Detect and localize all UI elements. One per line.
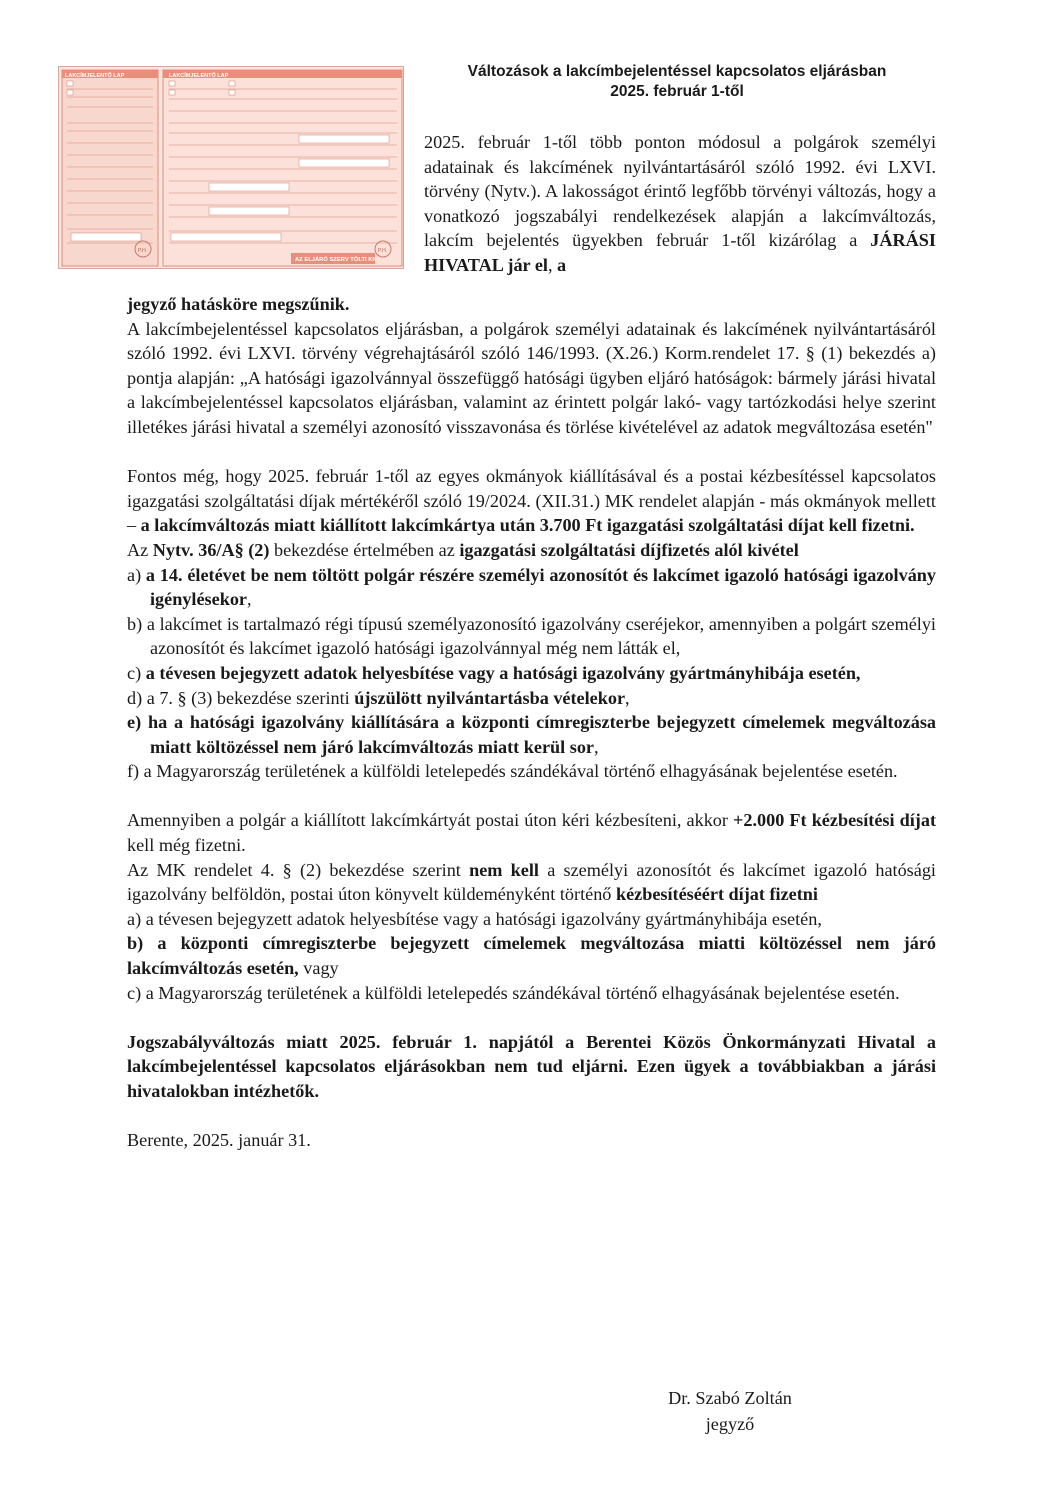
list-item: c) a tévesen bejegyzett adatok helyesbítése vagy a hatósági igazolvány gyártmányhibája esetén,	[127, 662, 861, 683]
intro-bold-notary: jegyző hatásköre megszűnik.	[127, 294, 350, 314]
delivery-text-1: Amennyiben a polgár a kiállított lakcímkártyát postai úton kéri kézbesíteni, akkor	[127, 810, 734, 831]
closing-statement: Jogszabályváltozás miatt 2025. február 1. napjától a Berentei Közös Önkormányzati Hivatal a lakcímbejelentéssel kapcsolatos eljárásokban nem tud eljárni. Ezen ügyek a továbbiakban a járási hivatalokban intézhetők.	[127, 1031, 936, 1101]
paragraph-fee	[127, 464, 936, 538]
document-title	[408, 62, 946, 102]
intro-paragraph	[424, 130, 936, 278]
place-date: Berente, 2025. január 31.	[127, 1130, 311, 1151]
signature-role: jegyző	[705, 1414, 755, 1434]
delivery-exempt-text-1: Az MK rendelet 4. § (2) bekezdése szerint	[127, 859, 470, 880]
intro-text: 2025. február 1-től több ponton módosul a polgárok személyi adatainak és lakcímének nyilvántartásáról szóló 1992. évi LXVI. törvény (Nytv.). A lakosságot érintő legfőbb törvényi változás, hogy a vonatkozó jogszabályi rendelkezések alapján a lakcímváltozás, lakcím bejelentés ügyekben február 1-től kizárólag a	[424, 132, 936, 251]
form-left-heading: LAKCÍMJELENTŐ LAP	[65, 73, 125, 79]
delivery-bold: +2.000 Ft kézbesítési díjat	[733, 810, 936, 831]
list-item: d) a 7. § (3) bekezdése szerinti újszülött nyilvántartásba vételekor,	[127, 687, 630, 708]
address-form-illustration	[59, 67, 404, 269]
exemption-bold-1: Nytv. 36/A§ (2)	[152, 539, 270, 560]
list-item: f) a Magyarország területének a külföldi letelepedés szándékával történő elhagyásának bejelentése esetén.	[127, 761, 898, 782]
fee-text: Fontos még, hogy 2025. február 1-től az egyes okmányok kiállításával és a postai kézbesítéssel kapcsolatos igazgatási szolgáltatási díjak mértékéről szóló 19/2024. (XII.31.) MK rendelet alapján - más okmányok mellett –	[127, 466, 936, 536]
delivery-text-2: kell még fizetni.	[127, 835, 246, 856]
delivery-exempt-bold-1: nem kell	[469, 859, 539, 880]
intro-separator: ,	[547, 254, 558, 275]
title-line-1: Változások a lakcímbejelentéssel kapcsolatos eljárásban	[467, 63, 887, 80]
address-form-image	[58, 66, 404, 269]
list-item: a) a 14. életévet be nem töltött polgár részére személyi azonosítót és lakcímet igazoló hatósági igazolvány igénylésekor,	[127, 564, 936, 610]
list-item: b) a központi címregiszterbe bejegyzett címelemek megváltozása miatti költözéssel nem járó lakcímváltozás esetén, vagy	[127, 933, 936, 979]
paragraph-delivery-fee	[127, 808, 936, 857]
title-line-2: 2025. február 1-től	[610, 83, 744, 100]
paragraph-delivery-exemption	[127, 858, 936, 907]
delivery-exemption-list	[127, 907, 936, 1005]
paragraph-exemption	[127, 538, 936, 563]
intro-continuation	[127, 292, 936, 317]
paragraph-regulation: A lakcímbejelentéssel kapcsolatos eljárásban, a polgárok személyi adatainak és lakcímének nyilvántartásáról szóló 1992. évi LXVI. törvény végrehajtásáról szóló 146/1993. (X.26.) Korm.rendelet 17. § (1) bekezdés a) pontja alapján: „A hatósági igazolvánnyal összefüggő hatósági ügyben eljáró hatóságok: bármely járási hivatal a lakcímbejelentéssel kapcsolatos eljárásban, valamint az érintett polgár lakó- vagy tartózkodási helye szerint illetékes járási hivatal a személyi azonosító visszavonása és törlése kivételével az adatok megváltozása esetén"	[127, 318, 936, 437]
form-stamp-right: P.H.	[378, 248, 388, 254]
list-item: a) a tévesen bejegyzett adatok helyesbítése vagy a hatósági igazolvány gyártmányhibája esetén,	[127, 908, 822, 929]
document-body	[127, 296, 936, 1153]
exemption-text-2: bekezdése értelmében az	[269, 539, 460, 560]
list-item: b) a lakcímet is tartalmazó régi típusú személyazonosító igazolvány cseréjekor, amennyiben a polgárt személyi azonosítót és lakcímet igazoló hatósági igazolvánnyal még nem látták el,	[127, 613, 936, 659]
form-right-heading: LAKCÍMJELENTŐ LAP	[169, 73, 229, 79]
signature-name: Dr. Szabó Zoltán	[668, 1388, 792, 1408]
delivery-exempt-text-2: a személyi azonosítót és lakcímet igazoló hatósági igazolvány belföldön, postai úton könyvelt küldeményként történő	[127, 859, 936, 905]
fee-bold: a lakcímváltozás miatt kiállított lakcímkártya után 3.700 Ft igazgatási szolgáltatási díjat kell fizetni.	[140, 515, 915, 536]
exemption-bold-2: igazgatási szolgáltatási díjfizetés alól kivétel	[459, 539, 799, 560]
exemption-text-1: Az	[127, 539, 153, 560]
exemption-list	[127, 563, 936, 784]
form-footer-text: AZ ELJÁRÓ SZERV TÖLTI KI!	[295, 257, 376, 263]
intro-bold-office: JÁRÁSI HIVATAL jár el	[424, 230, 936, 275]
list-item: c) a Magyarország területének a külföldi letelepedés szándékával történő elhagyásának bejelentése esetén.	[127, 982, 900, 1003]
intro-bold-a: a	[557, 254, 567, 275]
list-item: e) ha a hatósági igazolvány kiállítására a központi címregiszterbe bejegyzett címelemek megváltozása miatt költözéssel nem járó lakcímváltozás miatt kerül sor,	[127, 712, 937, 757]
delivery-exempt-bold-2: kézbesítéséért díjat fizetni	[615, 884, 818, 905]
form-stamp-left: P.H.	[138, 248, 148, 254]
signature-block	[640, 1385, 820, 1437]
